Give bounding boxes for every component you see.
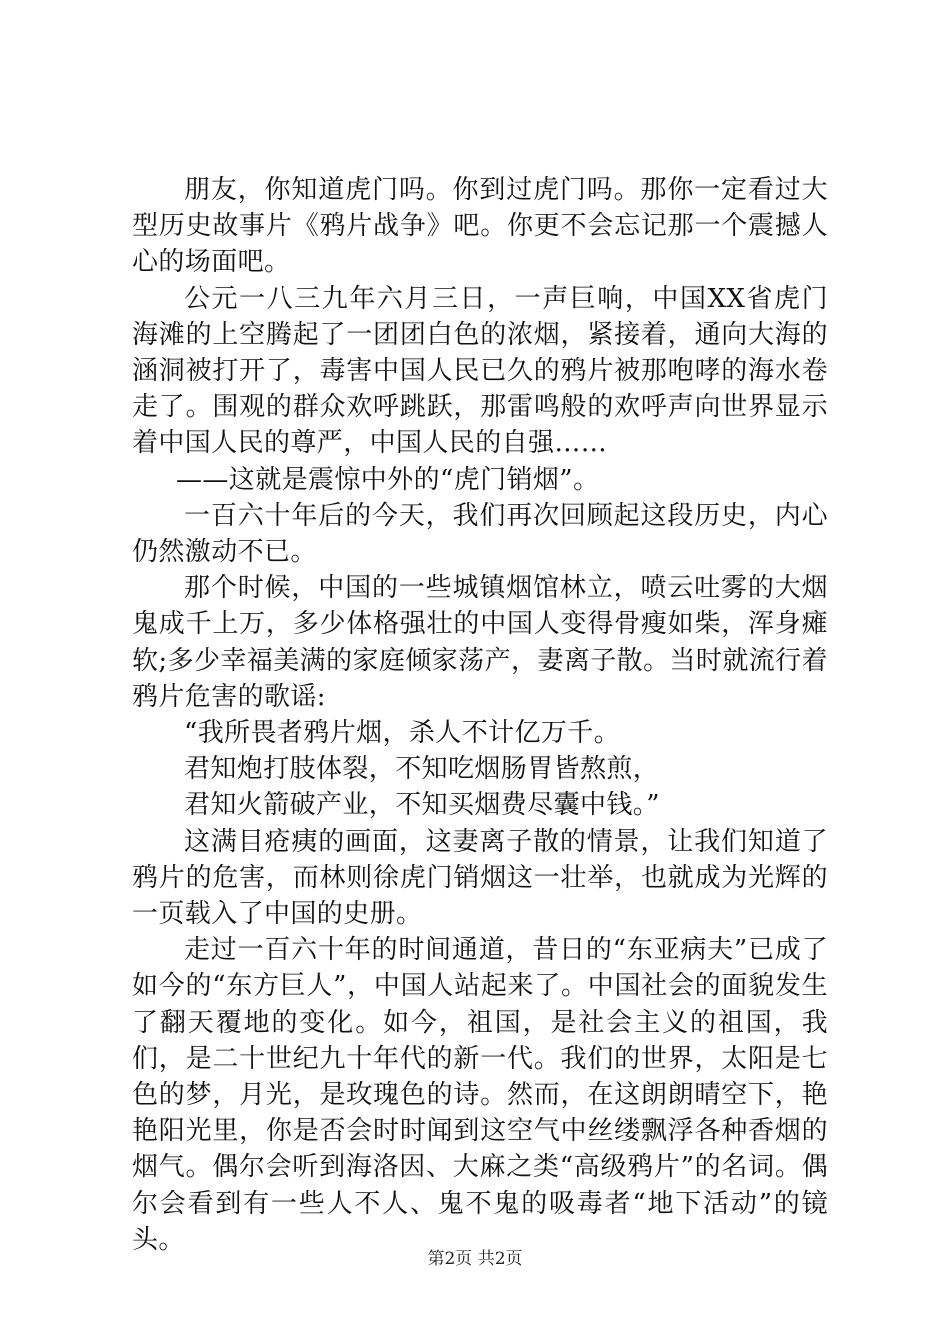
paragraph-opium-dens: 那个时候，中国的一些城镇烟馆林立，喷云吐雾的大烟鬼成千上万，多少体格强壮的中国人变得骨瘦如柴，浑身瘫软;多少幸福美满的家庭倾家荡产，妻离子散。当时就流行着鸦片危害的歌谣: xyxy=(132,573,828,712)
page-number-footer: 第2页 共2页 xyxy=(427,1249,523,1269)
paragraph-modern-china: 走过一百六十年的时间通道，昔日的“东亚病夫”已成了如今的“东方巨人”，中国人站起来了。中国社会的面貌发生了翻天覆地的变化。如今，祖国，是社会主义的祖国，我们，是二十世纪九十年代的新一代。我们的世界，太阳是七色的梦，月光，是玫瑰色的诗。然而，在这朗朗晴空下，艳艳阳光里，你是否会时时闻到这空气中丝缕飘浮各种香烟的烟气。偶尔会听到海洛因、大麻之类“高级鸦片”的名词。偶尔会看到有一些人不人、鬼不鬼的吸毒者“地下活动”的镜头。 xyxy=(132,935,828,1255)
poem-line-2: 君知炮打肢体裂，不知吃烟肠胃皆熬煎， xyxy=(184,754,660,785)
poem-line-3: 君知火箭破产业，不知买烟费尽囊中钱。” xyxy=(184,790,660,821)
poem-line-1: “我所畏者鸦片烟，杀人不计亿万千。 xyxy=(184,718,621,749)
paragraph-humen-title: ——这就是震惊中外的“虎门销烟”。 xyxy=(176,464,600,495)
paragraph-reflection: 一百六十年后的今天，我们再次回顾起这段历史，内心仍然激动不已。 xyxy=(132,500,828,568)
document-body xyxy=(132,172,828,1258)
paragraph-intro: 朋友，你知道虎门吗。你到过虎门吗。那你一定看过大型历史故事片《鸦片战争》吧。你更不会忘记那一个震撼人心的场面吧。 xyxy=(132,175,828,278)
paragraph-history: 公元一八三九年六月三日，一声巨响，中国XX省虎门海滩的上空腾起了一团团白色的浓烟，紧接着，通向大海的涵洞被打开了，毒害中国人民已久的鸦片被那咆哮的海水卷走了。围观的群众欢呼跳跃，那雷鸣般的欢呼声向世界显示着中国人民的尊严，中国人民的自强…… xyxy=(132,283,828,459)
paragraph-lin-zexu: 这满目疮痍的画面，这妻离子散的情景，让我们知道了鸦片的危害，而林则徐虎门销烟这一壮举，也就成为光辉的一页载入了中国的史册。 xyxy=(132,826,828,930)
